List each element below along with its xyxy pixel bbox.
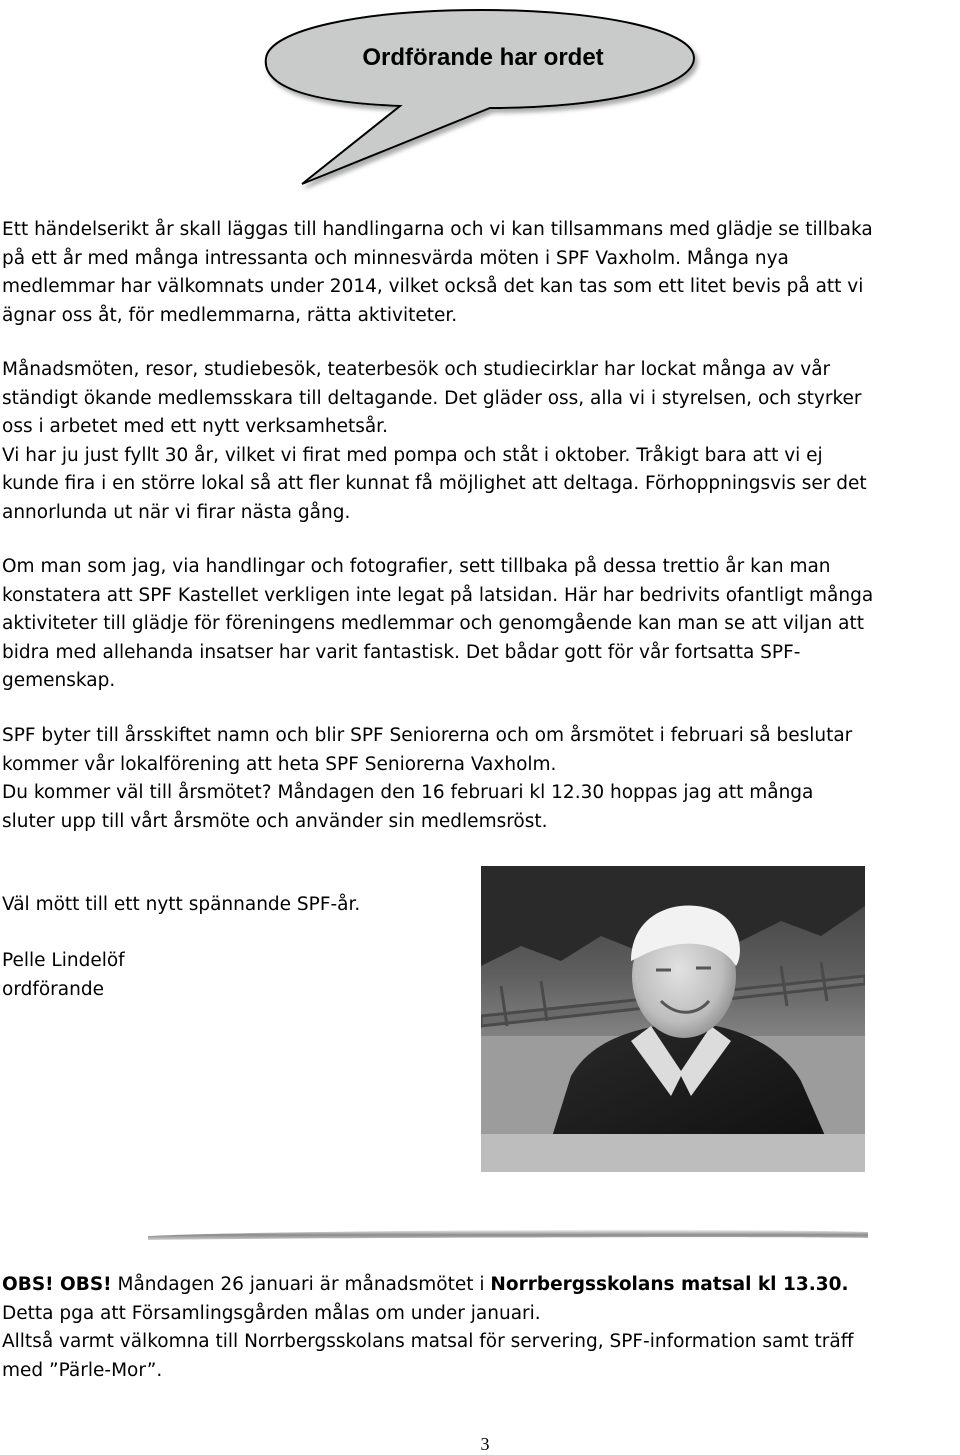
text-line: gemenskap. <box>2 670 116 692</box>
text-line: Månadsmöten, resor, studiebesök, teaterbesök och studiecirklar har lockat många av vår <box>2 359 831 380</box>
decorative-divider <box>148 1224 868 1244</box>
text-line: kunde fira i en större lokal så att fler kunnat få möjlighet att deltaga. Förhoppningsvis ser det <box>2 473 867 495</box>
text-line: bidra med allehanda insatser har varit fantastisk. Det bådar gott för vår fortsatta SPF- <box>2 641 801 663</box>
notice-location: Norrbergsskolans matsal kl 13.30. <box>490 1274 849 1295</box>
text-line: aktiviteter till glädje för föreningens medlemmar och genomgående kan man se att viljan att <box>2 613 864 635</box>
page-title: Ordförande har ordet <box>362 44 604 71</box>
text-line: SPF byter till årsskiftet namn och blir SPF Seniorerna och om årsmötet i februari så beslutar <box>2 725 853 746</box>
paragraph-annual-meeting <box>2 722 958 836</box>
text-line: oss i arbetet med ett nytt verksamhetsår. <box>2 416 388 438</box>
text-line: Detta pga att Församlingsgården målas om under januari. <box>2 1302 541 1324</box>
text-line: konstatera att SPF Kastellet verkligen inte legat på latsidan. Här har bedrivits ofantligt många <box>2 584 874 606</box>
text-line: annorlunda ut när vi firar nästa gång. <box>2 501 351 523</box>
text-line: ständigt ökande medlemsskara till deltagande. Det gläder oss, alla vi i styrelsen, och styrker <box>2 387 862 409</box>
page-number: 3 <box>480 1434 490 1454</box>
text-line: på ett år med många intressanta och minnesvärda möten i SPF Vaxholm. Många nya <box>2 247 789 269</box>
text-line: sluter upp till vårt årsmöte och använder sin medlemsröst. <box>2 810 548 832</box>
text-line: ägnar oss åt, för medlemmarna, rätta aktiviteter. <box>2 304 458 326</box>
speech-bubble-shape <box>266 10 694 184</box>
photo-foreground-rock <box>481 1134 865 1172</box>
paragraph-activities <box>2 356 958 528</box>
text-line: Om man som jag, via handlingar och fotografier, sett tillbaka på dessa trettio år kan man <box>2 556 831 577</box>
paragraph-history <box>2 553 958 696</box>
text-line: Vi har ju just fyllt 30 år, vilket vi firat med pompa och ståt i oktober. Tråkigt bara att vi ej <box>2 444 823 466</box>
notice-text: Måndagen 26 januari är månadsmötet i <box>111 1274 491 1295</box>
signature-role: ordförande <box>2 978 104 1000</box>
portrait-photo <box>481 866 865 1172</box>
notice <box>2 1271 958 1385</box>
paragraph-intro <box>2 216 958 330</box>
text-line: medlemmar har välkomnats under 2014, vilket också det kan tas som ett litet bevis på att vi <box>2 276 864 298</box>
speech-bubble <box>0 0 960 200</box>
text-line: Ett händelserikt år skall läggas till handlingarna och vi kan tillsammans med glädje se tillbaka <box>2 219 873 240</box>
text-line: kommer vår lokalförening att heta SPF Seniorerna Vaxholm. <box>2 753 557 775</box>
text-line: Väl mött till ett nytt spännande SPF-år. <box>2 894 361 915</box>
text-line: Alltså varmt välkomna till Norrbergsskolans matsal för servering, SPF-information samt träff <box>2 1331 854 1353</box>
text-line: med ”Pärle-Mor”. <box>2 1359 163 1381</box>
notice-line <box>2 1271 958 1300</box>
text-line: Du kommer väl till årsmötet? Måndagen den 16 februari kl 12.30 hoppas jag att många <box>2 782 814 804</box>
notice-obs: OBS! OBS! <box>2 1274 112 1295</box>
signature-name: Pelle Lindelöf <box>2 950 125 971</box>
